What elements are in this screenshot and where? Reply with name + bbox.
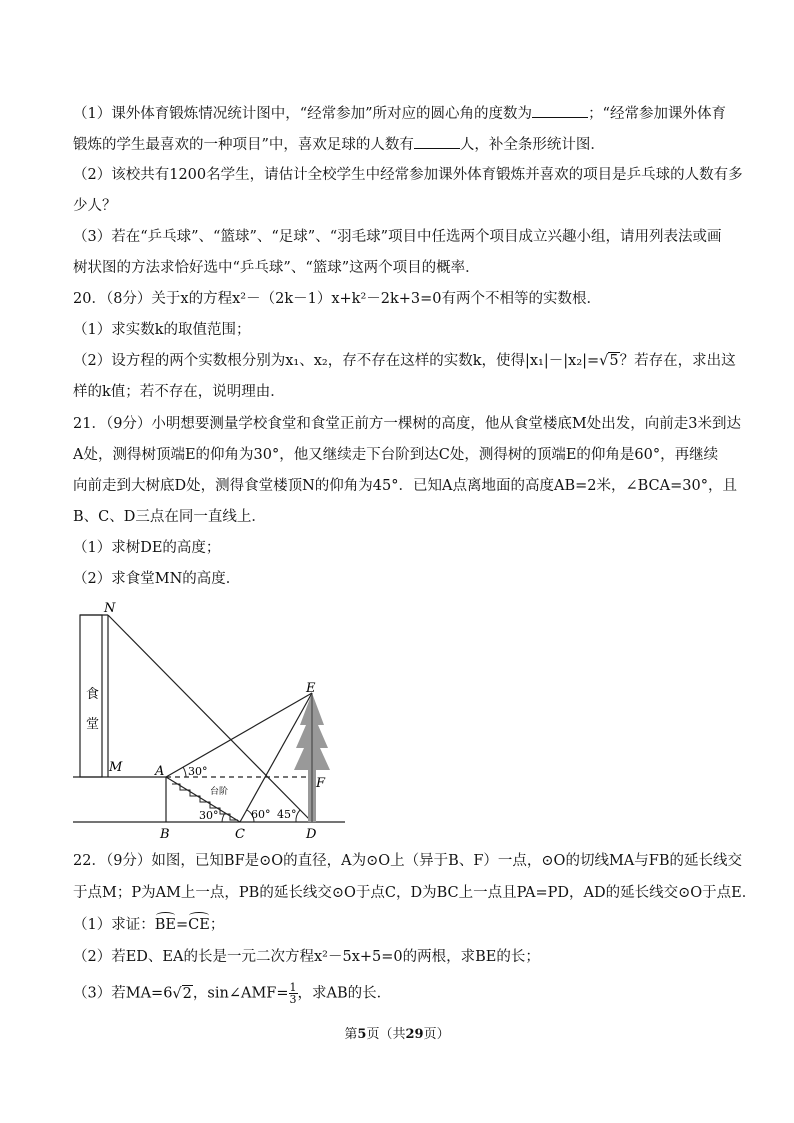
label-E: E [306, 681, 316, 696]
sqrt-5-radicand: 5 [609, 353, 619, 369]
q21-stem-line3: 向前走到大树底D处，测得食堂楼顶N的仰角为45°．已知A点离地面的高度AB=2米，∠BCA=30°，且 [73, 478, 737, 494]
label-B: B [160, 827, 170, 842]
angle-label-60: 60° [251, 808, 271, 821]
page-footer [0, 1026, 794, 1044]
fraction-numerator: 1 [289, 981, 297, 994]
fraction-one-third [289, 982, 298, 1005]
q19-p1-text-a: （1）课外体育锻炼情况统计图中，“经常参加”所对应的圆心角的度数为 [73, 106, 533, 122]
label-D: D [306, 827, 317, 842]
label-N: N [104, 601, 116, 616]
q19-part2-line2: 少人？ [73, 198, 117, 214]
angle-label-30-bottom: 30° [199, 809, 219, 822]
footer-pre: 第 [344, 1027, 358, 1042]
building-char-1: 食 [86, 687, 100, 702]
answer-blank-angle[interactable] [532, 103, 588, 118]
q22-p3-text-c: ，求AB的长． [297, 985, 392, 1002]
q19-part3-line2: 树状图的方法求恰好选中“乒乓球”、“篮球”这两个项目的概率． [73, 260, 480, 276]
q21-stem-line1: 21．（9分）小明想要测量学校食堂和食堂正前方一棵树的高度，他从食堂楼底M处出发，向前走3米到达 [73, 416, 741, 432]
label-M: M [109, 760, 123, 775]
sqrt-2: √2 [172, 985, 192, 1002]
page-number: 5 [357, 1027, 367, 1042]
equals-sign: = [175, 917, 189, 933]
q19-part2-line1: （2）该校共有1200名学生，请估计全校学生中经常参加课外体育锻炼并喜欢的项目是乒乓球的人数有多 [73, 167, 743, 183]
q19-part3-line1: （3）若在“乒乓球”、“篮球”、“足球”、“羽毛球”项目中任选两个项目成立兴趣小组，请用列表法或画 [73, 229, 722, 245]
sqrt-2-radicand: 2 [182, 985, 192, 1002]
q22-p3-text-b: ，sin∠AMF= [192, 985, 289, 1002]
q22-p1-text-a: （1）求证： [73, 917, 155, 933]
q21-part2: （2）求食堂MN的高度． [73, 571, 241, 587]
footer-mid: 页（共 [366, 1027, 406, 1042]
label-C: C [235, 827, 245, 842]
q22-p3-text-a: （3）若MA=6 [73, 985, 173, 1002]
q20-part2-line2: 样的k值；若不存在，说明理由． [73, 384, 285, 400]
q22-stem-line1: 22．（9分）如图，已知BF是⊙O的直径，A为⊙O上（异于B、F）一点，⊙O的切线MA与FB的延长线交 [73, 853, 742, 869]
angle-arc-D [296, 810, 300, 822]
q19-p1-text-b: ；“经常参加课外体育 [588, 106, 726, 122]
arc-CE: CE [188, 917, 210, 933]
q19-part1-line1 [73, 103, 726, 124]
q20-p2-text-b: ？若存在，求出这 [619, 353, 736, 369]
q20-stem: 20．（8分）关于x的方程x²－（2k－1）x+k²－2k+3=0有两个不相等的实数根． [73, 291, 602, 307]
sqrt-5: √5 [599, 353, 619, 369]
angle-label-30-top: 30° [188, 765, 208, 778]
q22-part2: （2）若ED、EA的长是一元二次方程x²－5x+5=0的两根，求BE的长； [73, 949, 540, 965]
stairs-label: 台阶 [210, 787, 229, 797]
label-A: A [155, 764, 165, 779]
answer-blank-football[interactable] [414, 134, 460, 149]
q19-p1-text-d: 人，补全条形统计图． [459, 137, 605, 153]
q22-p1-text-b: ； [209, 917, 225, 933]
q21-part1: （1）求树DE的高度； [73, 540, 221, 556]
q22-part1 [73, 915, 224, 935]
fraction-denominator: 3 [289, 993, 297, 1006]
footer-post: 页） [423, 1027, 450, 1042]
q19-p1-text-c: 锻炼的学生最喜欢的一种项目”中，喜欢足球的人数有 [73, 137, 414, 153]
arc-BE: BE [154, 917, 176, 933]
building-char-2: 堂 [86, 717, 100, 732]
q20-part2-line1 [73, 351, 736, 371]
angle-arc-A [183, 767, 186, 777]
q20-p2-text-a: （2）设方程的两个实数根分别为x₁、x₂，存不存在这样的实数k，使得|x₁|－|x₂|= [73, 353, 600, 369]
q19-part1-line2 [73, 134, 605, 155]
q21-stem-line4: B、C、D三点在同一直线上． [73, 509, 266, 525]
geometry-figure [0, 600, 794, 850]
angle-label-45: 45° [277, 808, 297, 821]
q22-part3 [73, 982, 391, 1005]
q22-stem-line2: 于点M；P为AM上一点，PB的延长线交⊙O于点C，D为BC上一点且PA=PD，AD的延长线交⊙O于点E． [73, 885, 757, 901]
q21-stem-line2: A处，测得树顶端E的仰角为30°，他又继续走下台阶到达C处，测得树的顶端E的仰角是60°，再继续 [73, 447, 719, 463]
total-pages: 29 [405, 1027, 424, 1042]
q20-part1: （1）求实数k的取值范围； [73, 322, 251, 338]
label-F: F [316, 776, 326, 791]
